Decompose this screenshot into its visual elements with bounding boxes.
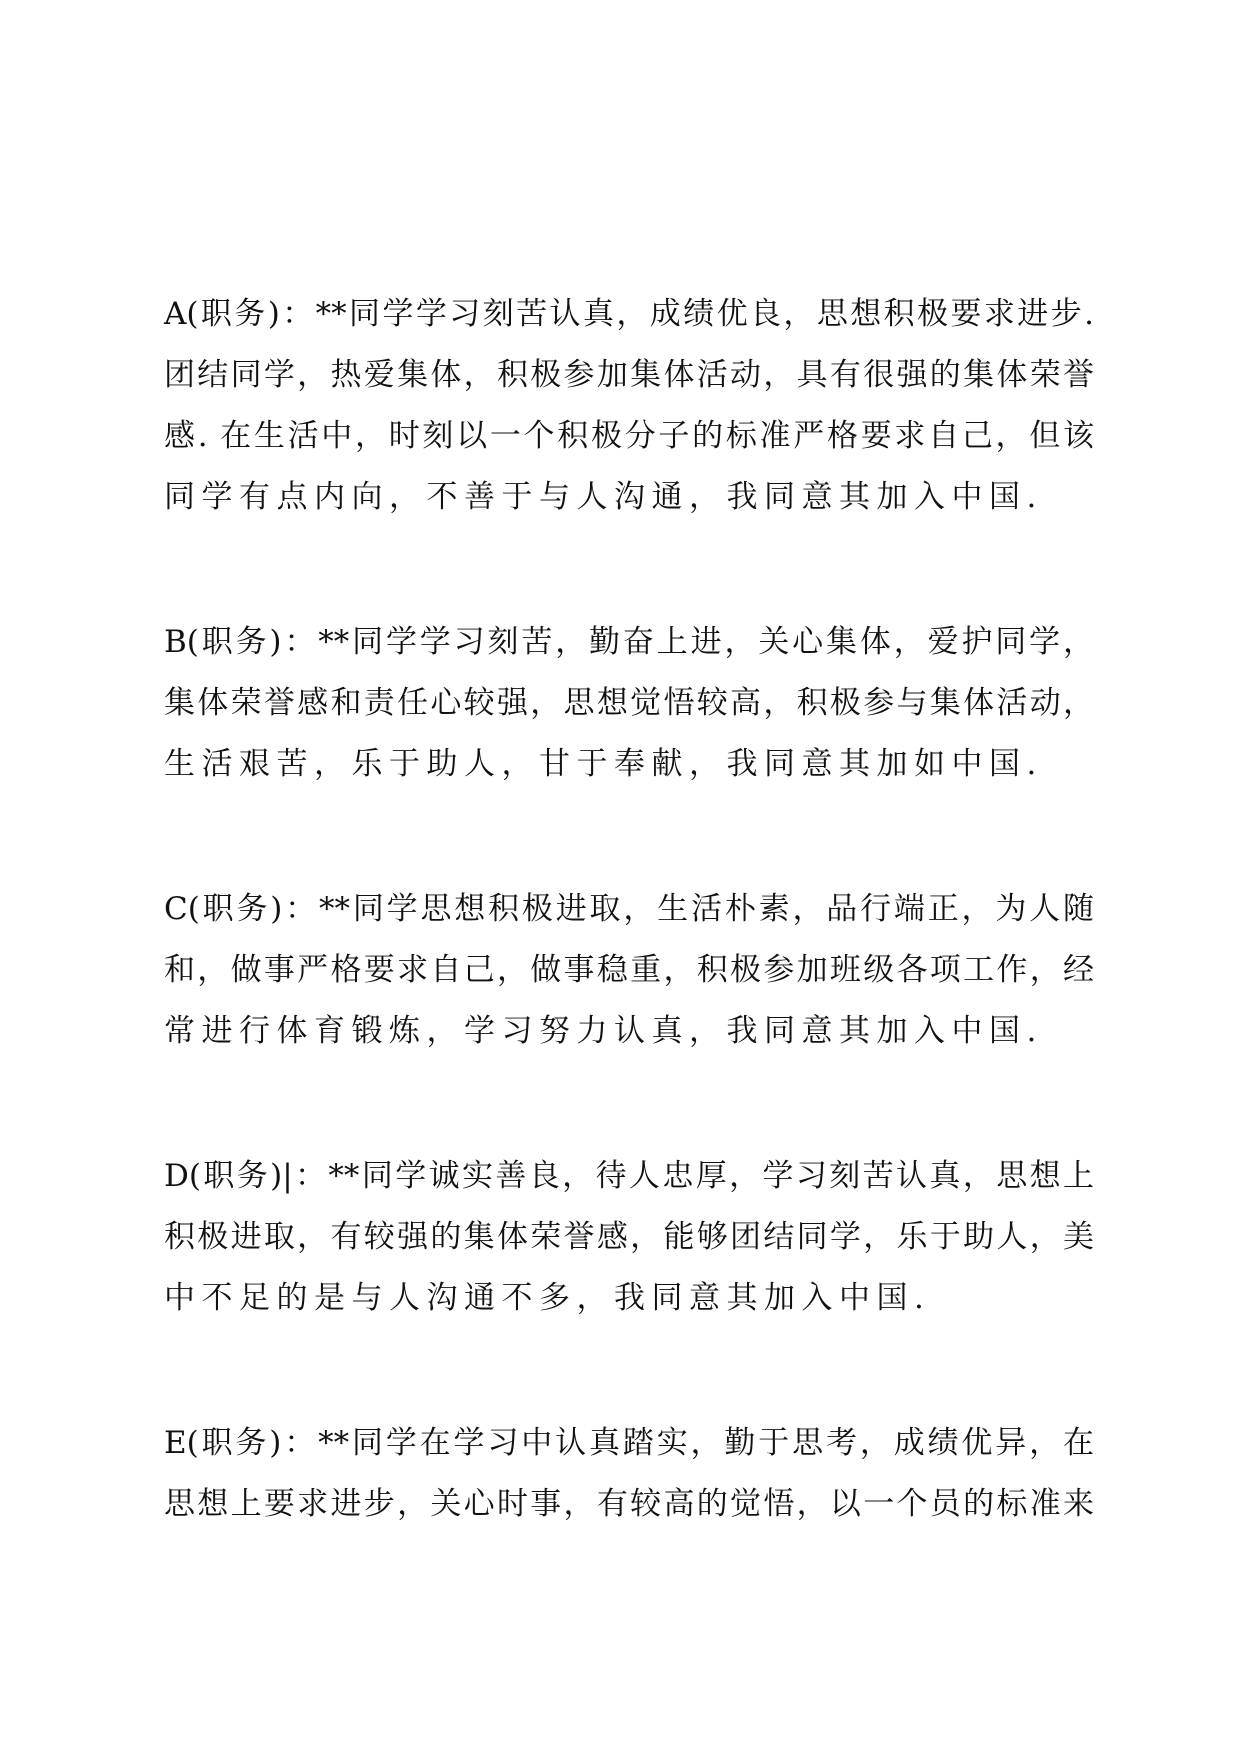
paragraph-line: D(职务)|：**同学诚实善良，待人忠厚，学习刻苦认真，思想上 bbox=[164, 1158, 1094, 1194]
paragraph-line: 中不足的是与人沟通不多，我同意其加入中国. bbox=[164, 1280, 931, 1316]
paragraph-d bbox=[164, 1146, 1094, 1329]
paragraph-line: A(职务)：**同学学习刻苦认真，成绩优良，思想积极要求进步. bbox=[164, 296, 1094, 332]
paragraph-line: 思想上要求进步，关心时事，有较高的觉悟，以一个员的标准来 bbox=[164, 1486, 1094, 1522]
paragraph-c bbox=[164, 879, 1094, 1062]
paragraph-b bbox=[164, 612, 1094, 795]
document-page bbox=[164, 284, 1094, 1619]
paragraph-line: 常进行体育锻炼，学习努力认真，我同意其加入中国. bbox=[164, 1013, 1043, 1049]
paragraph-line: 积极进取，有较强的集体荣誉感，能够团结同学，乐于助人，美 bbox=[164, 1219, 1094, 1255]
paragraph-e bbox=[164, 1413, 1094, 1535]
paragraph-line: 感. 在生活中，时刻以一个积极分子的标准严格要求自己，但该 bbox=[164, 418, 1094, 454]
paragraph-line: E(职务)：**同学在学习中认真踏实，勤于思考，成绩优异，在 bbox=[164, 1425, 1094, 1461]
paragraph-line: 生活艰苦，乐于助人，甘于奉献，我同意其加如中国. bbox=[164, 746, 1043, 782]
paragraph-line: 和，做事严格要求自己，做事稳重，积极参加班级各项工作，经 bbox=[164, 952, 1094, 988]
paragraph-line: C(职务)：**同学思想积极进取，生活朴素，品行端正，为人随 bbox=[164, 891, 1094, 927]
paragraph-line: B(职务)：**同学学习刻苦，勤奋上进，关心集体，爱护同学， bbox=[164, 624, 1094, 660]
paragraph-a bbox=[164, 284, 1094, 528]
paragraph-line: 集体荣誉感和责任心较强，思想觉悟较高，积极参与集体活动， bbox=[164, 685, 1094, 721]
paragraph-line: 团结同学，热爱集体，积极参加集体活动，具有很强的集体荣誉 bbox=[164, 357, 1094, 393]
paragraph-line: 同学有点内向，不善于与人沟通，我同意其加入中国. bbox=[164, 479, 1043, 515]
